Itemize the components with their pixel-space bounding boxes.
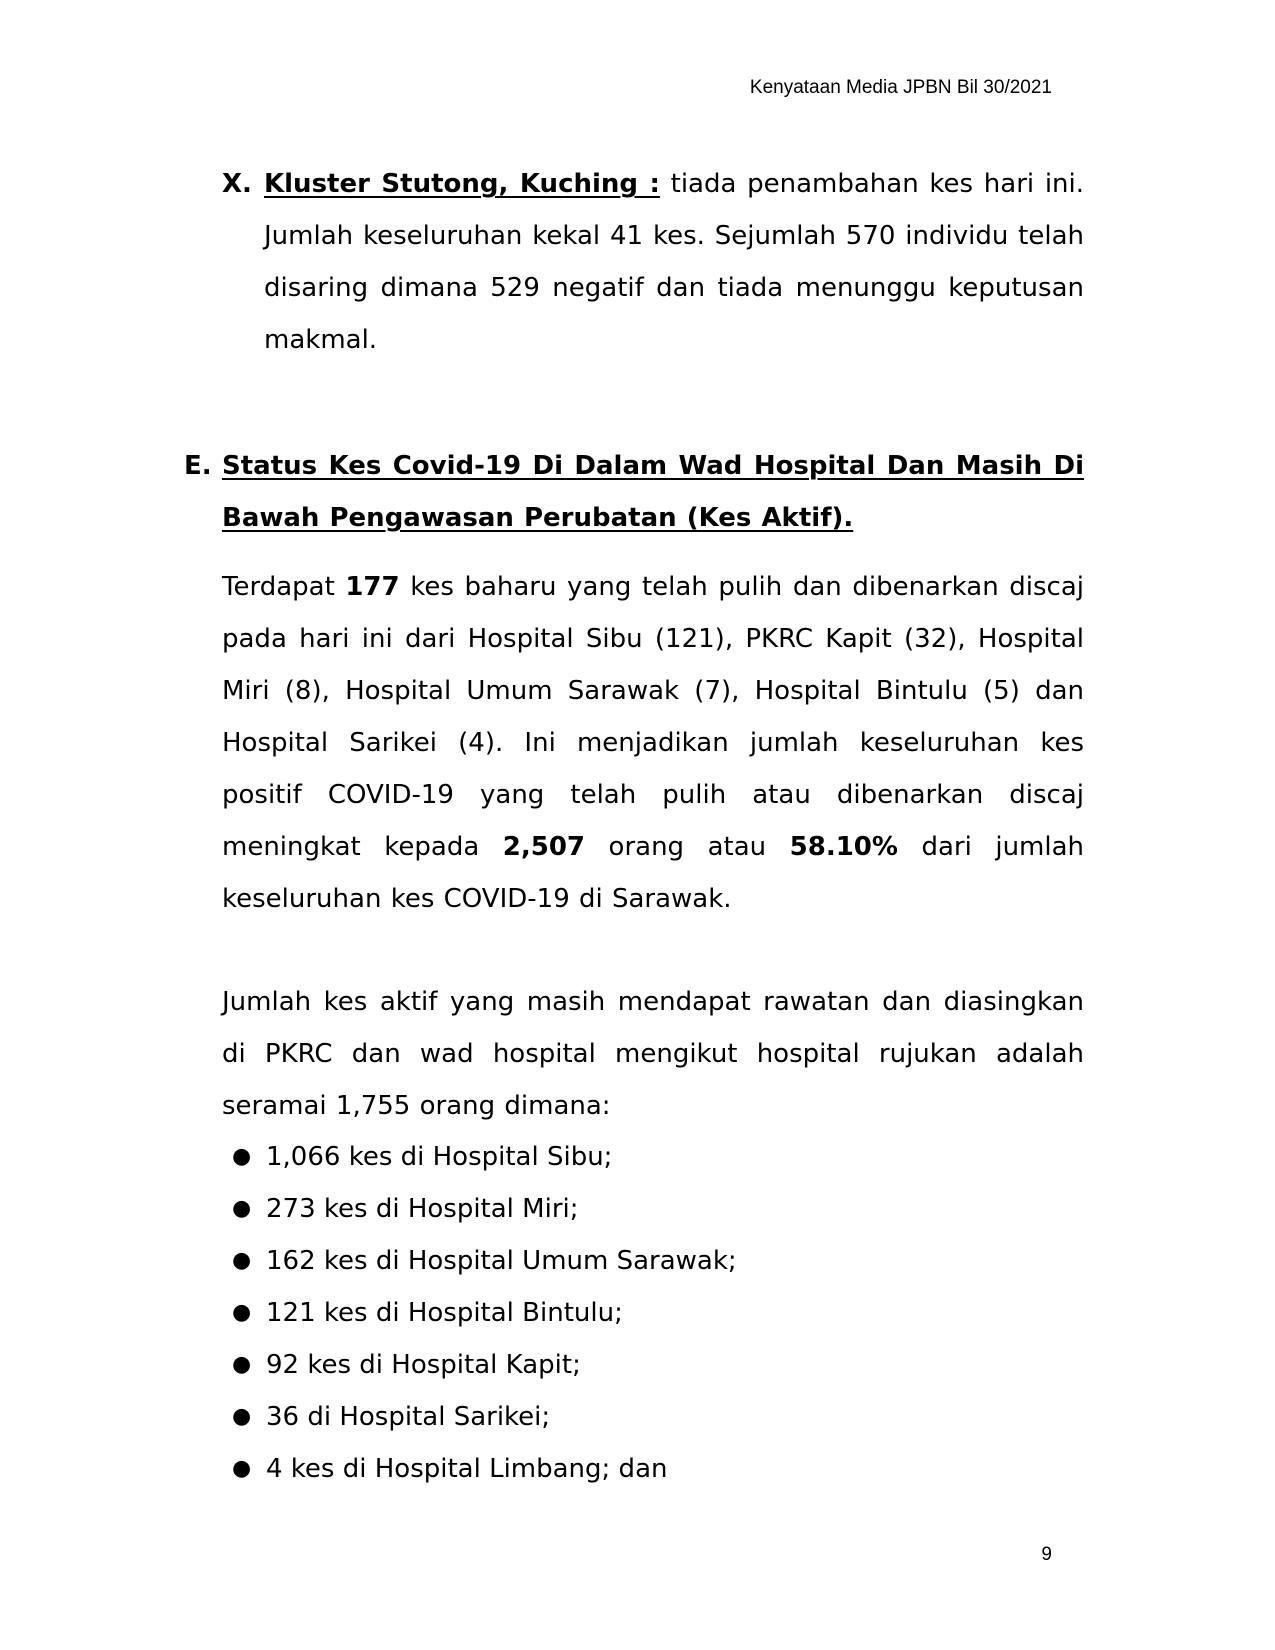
total-recovered-count: 2,507 xyxy=(502,832,586,862)
list-item: ● 36 di Hospital Sarikei; xyxy=(0,1391,1275,1443)
list-item: ● 1,066 kes di Hospital Sibu; xyxy=(0,1131,1275,1183)
section-x-title: Kluster Stutong, Kuching : xyxy=(264,169,660,199)
active-cases-by-hospital-list xyxy=(0,1131,1275,1495)
list-item: ● 92 kes di Hospital Kapit; xyxy=(0,1339,1275,1391)
section-x-label: X. xyxy=(222,169,252,199)
bullet-icon: ● xyxy=(232,1456,252,1481)
list-item: ● 273 kes di Hospital Miri; xyxy=(0,1183,1275,1235)
para1-text-4: dari jumlah keseluruhan kes COVID-19 di Sarawak. xyxy=(222,832,1085,914)
section-e-label: E. xyxy=(184,451,212,481)
recovered-percentage: 58.10% xyxy=(789,832,898,862)
document-reference: Kenyataan Media JPBN Bil 30/2021 xyxy=(749,77,1052,98)
section-x-text: tiada penambahan kes hari ini. Jumlah keseluruhan kekal 41 kes. Sejumlah 570 individu telah disaring dimana 529 negatif dan tiada menunggu keputusan makmal. xyxy=(264,169,1085,355)
section-e-heading-block xyxy=(222,440,1084,544)
list-item: ● 121 kes di Hospital Bintulu; xyxy=(0,1287,1275,1339)
recovered-cases-paragraph xyxy=(222,561,1084,925)
bullet-icon: ● xyxy=(232,1352,252,1377)
active-cases-paragraph: Jumlah kes aktif yang masih mendapat rawatan dan diasingkan di PKRC dan wad hospital mengikut hospital rujukan adalah seramai 1,755 orang dimana: xyxy=(222,987,1084,1121)
bullet-icon: ● xyxy=(232,1248,252,1273)
section-x-body xyxy=(264,158,1084,366)
list-item: ● 162 kes di Hospital Umum Sarawak; xyxy=(0,1235,1275,1287)
bullet-icon: ● xyxy=(232,1144,252,1169)
para1-text-3: orang atau xyxy=(585,832,790,862)
bullet-icon: ● xyxy=(232,1300,252,1325)
page-number: 9 xyxy=(1041,1544,1052,1565)
bullet-icon: ● xyxy=(232,1404,252,1429)
bullet-icon: ● xyxy=(232,1196,252,1221)
para1-text-2: kes baharu yang telah pulih dan dibenarkan discaj pada hari ini dari Hospital Sibu (121), PKRC Kapit (32), Hospital Miri (8), Hospital Umum Sarawak (7), Hospital Bintulu (5) dan Hospital Sarikei (4). Ini menjadikan jumlah keseluruhan kes positif COVID-19 yang telah pulih atau dibenarkan discaj meningkat kepada xyxy=(222,572,1084,862)
para1-text-1: Terdapat xyxy=(222,572,346,602)
list-item: ● 4 kes di Hospital Limbang; dan xyxy=(0,1443,1275,1495)
new-recovered-count: 177 xyxy=(345,572,400,602)
section-e-heading: Status Kes Covid-19 Di Dalam Wad Hospital Dan Masih Di Bawah Pengawasan Perubatan (Kes Aktif). xyxy=(222,451,1084,533)
